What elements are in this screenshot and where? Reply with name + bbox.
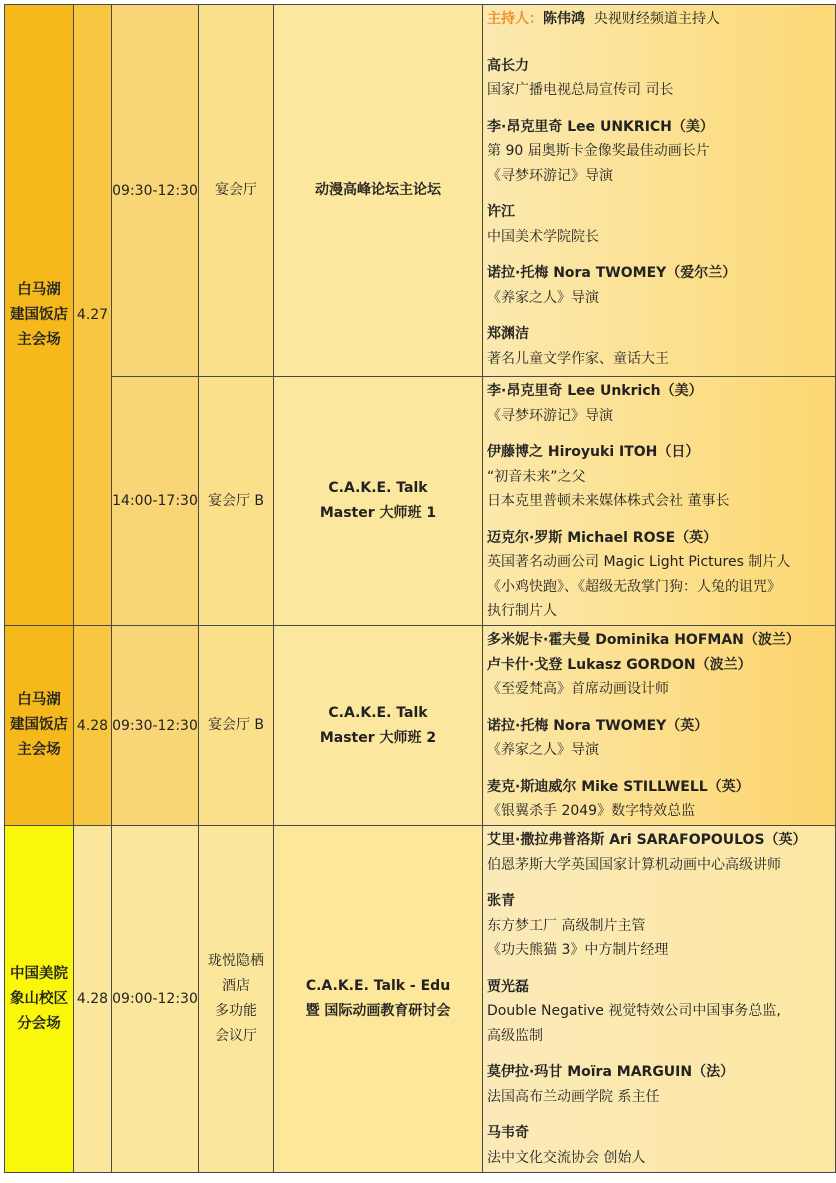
time-cell: 09:30-12:30 [112,5,199,377]
host-label: 主持人： [487,11,543,27]
speaker-name: 诺拉·托梅 Nora TWOMEY（英） [487,717,709,734]
event-cell [274,626,483,826]
room-cell [199,626,274,826]
speaker-name: 李·昂克里奇 Lee UNKRICH（美） [487,118,714,135]
venue-line: 白马湖 [17,692,61,708]
speaker-name: 迈克尔·罗斯 Michael ROSE（英） [487,529,718,546]
speaker-title: 《养家之人》导演 [487,742,599,758]
speaker-title: 《至爱梵高》首席动画设计师 [487,681,669,697]
time-cell: 14:00-17:30 [112,377,199,626]
speaker-name: 郑渊洁 [487,326,529,342]
event-cell [274,377,483,626]
speaker-title: 《小鸡快跑》、《超级无敌掌门狗：人兔的诅咒》 [487,578,781,595]
speaker-name: 伊藤博之 Hiroyuki ITOH（日） [487,444,700,460]
venue-line: 中国美院 [10,965,68,982]
session-row [5,626,836,826]
event-title-line: 暨 国际动画教育研讨会 [305,1003,451,1019]
event-title-line: C.A.K.E. Talk - Edu [305,978,451,994]
host-name: 陈伟鸿 [543,11,585,27]
speakers-cell [483,377,836,626]
venue-line: 象山校区 [10,990,68,1007]
venue-line: 建国饭店 [10,306,68,323]
speaker-name: 多米妮卡·霍夫曼 Dominika HOFMAN（波兰） [487,632,800,648]
event-title-line: Master 大师班 1 [319,505,437,521]
speaker-title: 东方梦工厂 高级制片主管 [487,917,646,934]
speaker-title: “初音未来”之父 [487,468,586,485]
speaker-title: 第 90 届奥斯卡金像奖最佳动画长片 [487,143,710,159]
speaker-name: 许江 [487,204,515,220]
time-cell: 09:00-12:30 [112,826,199,1173]
speaker-name: 卢卡什·戈登 Lukasz GORDON（波兰） [487,656,752,673]
event-title-line: 动漫高峰论坛主论坛 [315,182,441,198]
speaker-title: 法国高布兰动画学院 系主任 [487,1088,660,1105]
speaker-name: 高长力 [487,57,529,74]
venue-cell [5,5,74,626]
venue-cell [5,826,74,1173]
speaker-title: 执行制片人 [487,603,557,619]
speaker-title: 法中文化交流协会 创始人 [487,1149,646,1166]
speaker-name: 张青 [487,893,515,909]
event-title-line: Master 大师班 2 [319,729,437,746]
session-row [5,377,836,626]
venue-cell [5,626,74,826]
speaker-name: 莫伊拉·玛甘 Moïra MARGUIN（法） [487,1064,735,1080]
room-line: 宴会厅 [215,182,257,198]
venue-line: 主会场 [17,742,61,758]
speaker-title: Double Negative 视觉特效公司中国事务总监, [487,1003,781,1019]
room-line: 宴会厅 B [207,492,265,509]
room-cell [199,377,274,626]
schedule-table [4,4,836,1173]
session-row [5,826,836,1173]
venue-line: 建国饭店 [10,717,68,733]
speaker-title: 伯恩茅斯大学英国国家计算机动画中心高级讲师 [487,856,781,873]
speaker-title: 日本克里普顿未来媒体株式会社 董事长 [487,493,730,509]
venue-line: 白马湖 [17,281,61,298]
room-line: 宴会厅 B [207,717,265,733]
date-cell: 4.28 [74,826,112,1173]
speaker-title: 国家广播电视总局宣传司 司长 [487,82,674,98]
speaker-name: 诺拉·托梅 Nora TWOMEY（爱尔兰） [487,265,737,281]
speaker-name: 麦克·斯迪威尔 Mike STILLWELL（英） [487,778,750,795]
speaker-title: 《寻梦环游记》导演 [487,167,613,184]
room-cell [199,826,274,1173]
speaker-name: 马韦奇 [487,1125,529,1141]
speaker-title: 中国美术学院院长 [487,228,599,245]
speaker-title: 著名儿童文学作家、童话大王 [487,350,669,367]
room-line: 多功能 [215,1003,257,1019]
host-line [487,7,833,32]
room-line: 酒店 [222,978,250,994]
venue-line: 主会场 [17,331,61,348]
speaker-title: 英国著名动画公司 Magic Light Pictures 制片人 [487,554,791,570]
venue-line: 分会场 [17,1015,61,1032]
event-title-line: C.A.K.E. Talk [328,704,428,721]
room-cell [199,5,274,377]
speaker-title: 《养家之人》导演 [487,289,599,306]
speaker-name: 李·昂克里奇 Lee Unkrich（美） [487,383,703,399]
date-cell: 4.28 [74,626,112,826]
date-cell: 4.27 [74,5,112,626]
speaker-title: 《功夫熊猫 3》中方制片经理 [487,942,669,958]
time-cell: 09:30-12:30 [112,626,199,826]
event-cell [274,5,483,377]
speakers-cell [483,5,836,377]
speakers-cell [483,626,836,826]
speaker-title: 《银翼杀手 2049》数字特效总监 [487,803,696,819]
room-line: 珑悦隐栖 [208,953,264,969]
speaker-title: 高级监制 [487,1027,543,1044]
speaker-name: 艾里·撒拉弗普洛斯 Ari SARAFOPOULOS（英） [487,832,807,848]
speaker-title: 《寻梦环游记》导演 [487,407,613,424]
event-title-line: C.A.K.E. Talk [328,480,428,496]
room-line: 会议厅 [215,1028,257,1044]
speaker-name: 贾光磊 [487,978,529,995]
event-cell [274,826,483,1173]
speakers-cell [483,826,836,1173]
session-row [5,5,836,377]
host-title: 央视财经频道主持人 [593,11,720,27]
